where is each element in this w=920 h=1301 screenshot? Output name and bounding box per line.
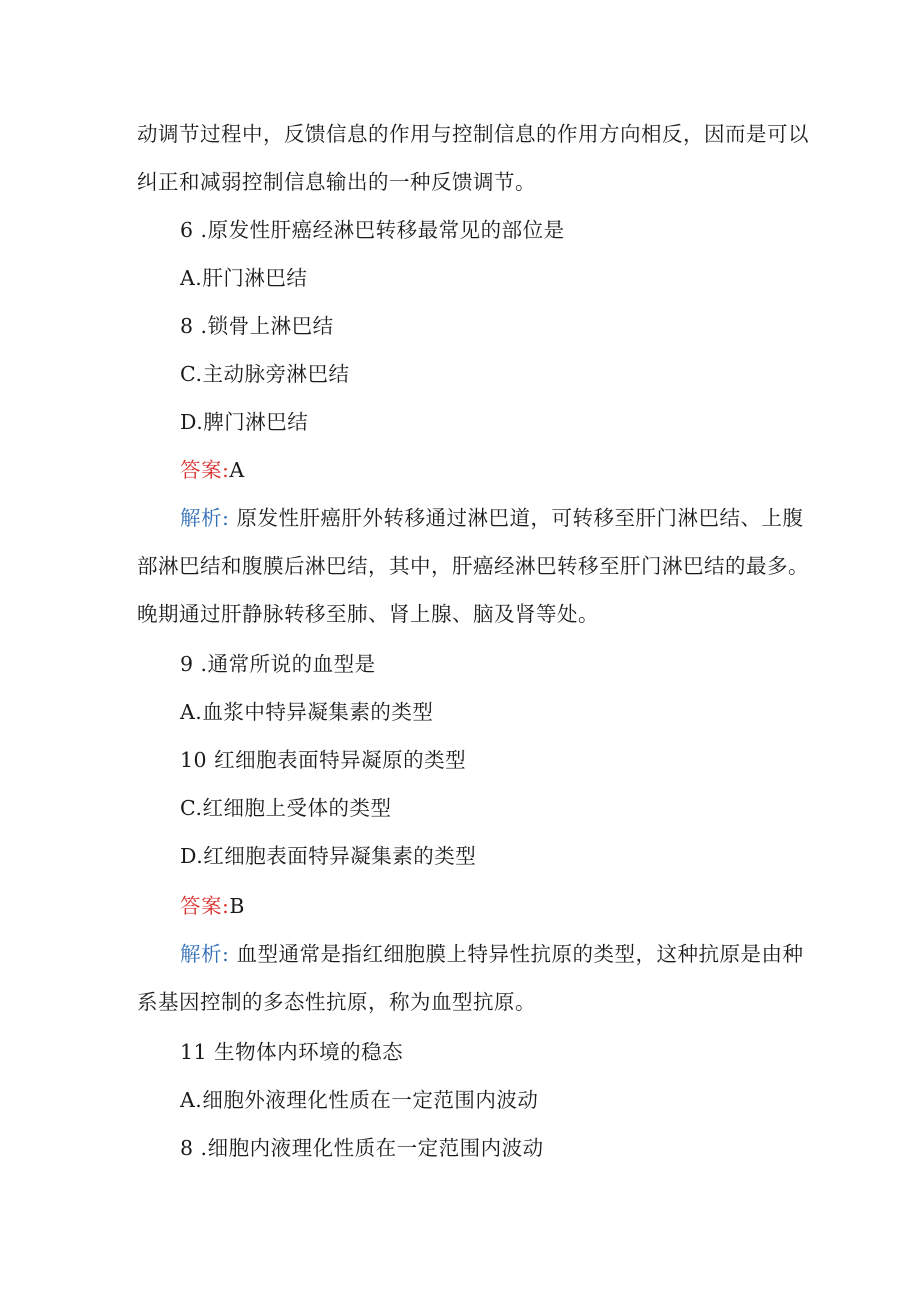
option-c: C.红细胞上受体的类型 [180,796,392,820]
option-b: 10 红细胞表面特异凝原的类型 [180,748,467,772]
option-a: A.肝门淋巴结 [180,266,308,290]
analysis-text: 部淋巴结和腹膜后淋巴结，其中，肝癌经淋巴转移至肝门淋巴结的最多。 [137,554,809,578]
option-d: D.脾门淋巴结 [180,410,309,434]
analysis-text: 晚期通过肝静脉转移至肺、肾上腺、脑及肾等处。 [137,602,599,626]
option-a: A.血浆中特异凝集素的类型 [180,700,434,724]
answer-value: A [229,458,245,482]
paragraph-line: 动调节过程中，反馈信息的作用与控制信息的作用方向相反，因而是可以 [137,122,809,146]
question-stem: 11 生物体内环境的稳态 [180,1040,404,1064]
question-stem: 6 .原发性肝癌经淋巴转移最常见的部位是 [180,218,565,242]
analysis-label: 解析: [180,506,230,530]
answer-label: 答案: [180,894,230,918]
answer-label: 答案: [180,458,230,482]
analysis-text: 血型通常是指红细胞膜上特异性抗原的类型，这种抗原是由种 [236,942,804,966]
analysis-line [180,940,803,968]
option-b: 8 .细胞内液理化性质在一定范围内波动 [180,1136,544,1160]
option-a: A.细胞外液理化性质在一定范围内波动 [180,1088,539,1112]
question-stem: 9 .通常所说的血型是 [180,652,376,676]
analysis-line [180,504,803,532]
analysis-label: 解析: [180,942,230,966]
option-b: 8 .锁骨上淋巴结 [180,314,334,338]
paragraph-line: 纠正和减弱控制信息输出的一种反馈调节。 [137,170,536,194]
answer-value: B [229,894,245,918]
option-c: C.主动脉旁淋巴结 [180,362,350,386]
answer-line [180,892,245,920]
option-d: D.红细胞表面特异凝集素的类型 [180,844,477,868]
answer-line [180,456,245,484]
analysis-text: 系基因控制的多态性抗原，称为血型抗原。 [137,990,536,1014]
analysis-text: 原发性肝癌肝外转移通过淋巴道，可转移至肝门淋巴结、上腹 [236,506,804,530]
